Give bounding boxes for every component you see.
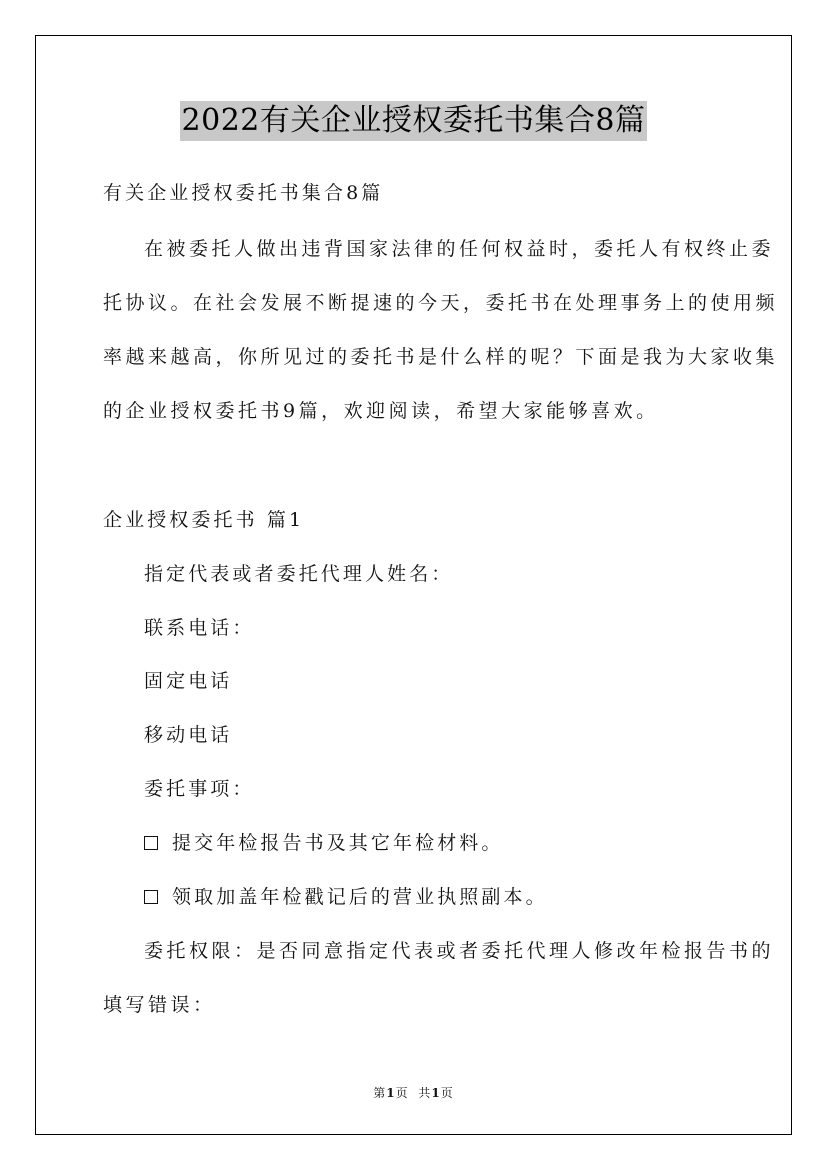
matters-field: 委托事项：	[144, 778, 255, 800]
intro-line: 托协议。在社会发展不断提速的今天，委托书在处理事务上的使用频	[103, 292, 779, 314]
subtitle: 有关企业授权委托书集合8篇	[103, 182, 384, 204]
authority-line: 填写错误：	[103, 994, 216, 1016]
landline-field: 固定电话	[144, 670, 233, 692]
intro-line: 的企业授权委托书9篇，欢迎阅读，希望大家能够喜欢。	[103, 400, 659, 422]
checkbox-label: 提交年检报告书及其它年检材料。	[172, 832, 504, 854]
section-heading: 企业授权委托书 篇1	[103, 509, 305, 531]
mobile-field: 移动电话	[144, 724, 233, 746]
footer-prefix: 第	[373, 1086, 387, 1100]
checkbox-icon[interactable]	[144, 890, 158, 904]
footer-total-unit: 页	[440, 1086, 454, 1100]
title-row	[0, 101, 827, 141]
authority-line: 委托权限：是否同意指定代表或者委托代理人修改年检报告书的	[144, 940, 775, 962]
intro-line: 率越来越高，你所见过的委托书是什么样的呢？下面是我为大家收集	[103, 346, 779, 368]
footer-total-pages: 1	[431, 1086, 441, 1100]
intro-line: 在被委托人做出违背国家法律的任何权益时，委托人有权终止委	[144, 238, 775, 260]
document-title: 2022有关企业授权委托书集合8篇	[180, 101, 648, 141]
checkbox-item-collect	[144, 883, 548, 911]
intro-paragraph	[103, 235, 779, 451]
checkbox-item-submit	[144, 829, 504, 857]
footer-page-unit: 页	[395, 1086, 409, 1100]
page-footer	[0, 1084, 827, 1101]
checkbox-label: 领取加盖年检戳记后的营业执照副本。	[172, 886, 548, 908]
footer-page-number: 1	[386, 1086, 396, 1100]
phone-field: 联系电话：	[144, 617, 255, 639]
checkbox-icon[interactable]	[144, 836, 158, 850]
authority-paragraph	[103, 937, 775, 1045]
footer-total-prefix: 共	[418, 1086, 432, 1100]
representative-field: 指定代表或者委托代理人姓名：	[144, 563, 454, 585]
